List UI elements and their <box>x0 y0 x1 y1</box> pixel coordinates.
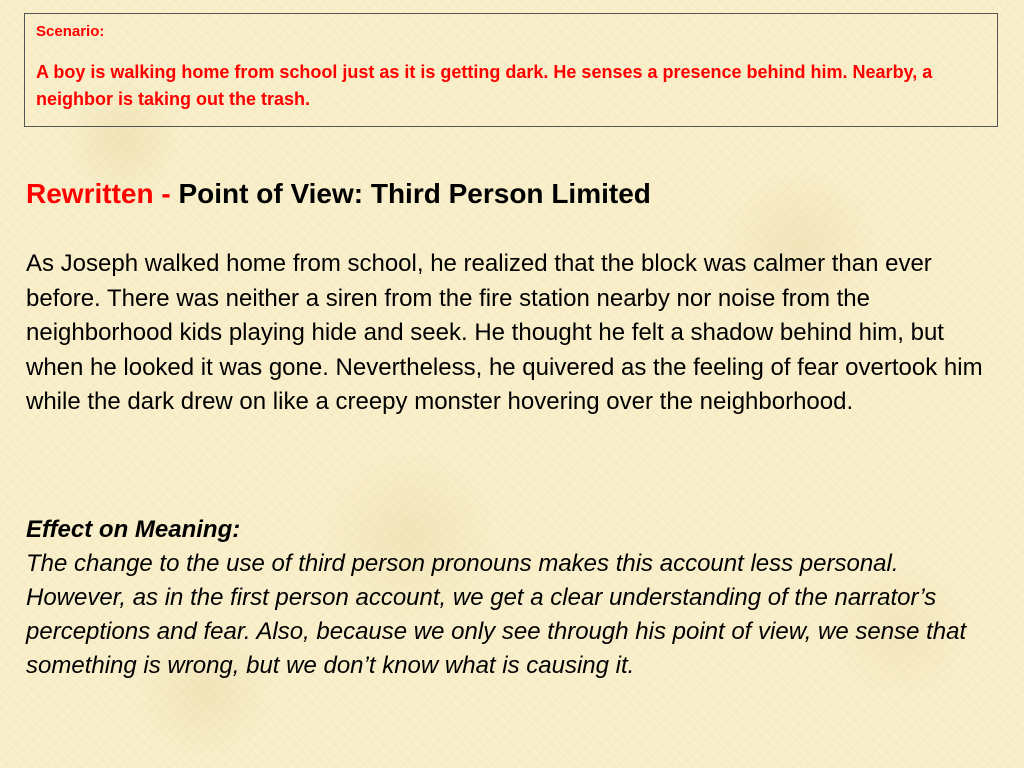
scenario-text: A boy is walking home from school just as it is getting dark. He senses a presence behind him. Nearby, a neighbor is taking out the trash. <box>36 62 933 109</box>
heading-title: Point of View: Third Person Limited <box>178 178 651 209</box>
effect-title: Effect on Meaning: <box>26 516 241 543</box>
scenario-box <box>24 13 998 127</box>
scenario-label: Scenario: <box>36 23 105 40</box>
effect-text: The change to the use of third person pronouns makes this account less personal. However, as in the first person account, we get a clear understanding of the narrator’s perceptions and fear. Also, because we only see through his point of view, we sense that something is wrong, but we don’t know what is causing it. <box>26 550 967 679</box>
rewritten-paragraph: As Joseph walked home from school, he realized that the block was calmer than ever before. There was neither a siren from the fire station nearby nor noise from the neighborhood kids playing hide and seek. He thought he felt a shadow behind him, but when he looked it was gone. Nevertheless, he quivered as the feeling of fear overtook him while the dark drew on like a creepy monster hovering over the neighborhood. <box>26 250 983 415</box>
effect-on-meaning <box>26 513 986 683</box>
slide-heading <box>26 176 651 212</box>
heading-prefix: Rewritten - <box>26 178 179 209</box>
